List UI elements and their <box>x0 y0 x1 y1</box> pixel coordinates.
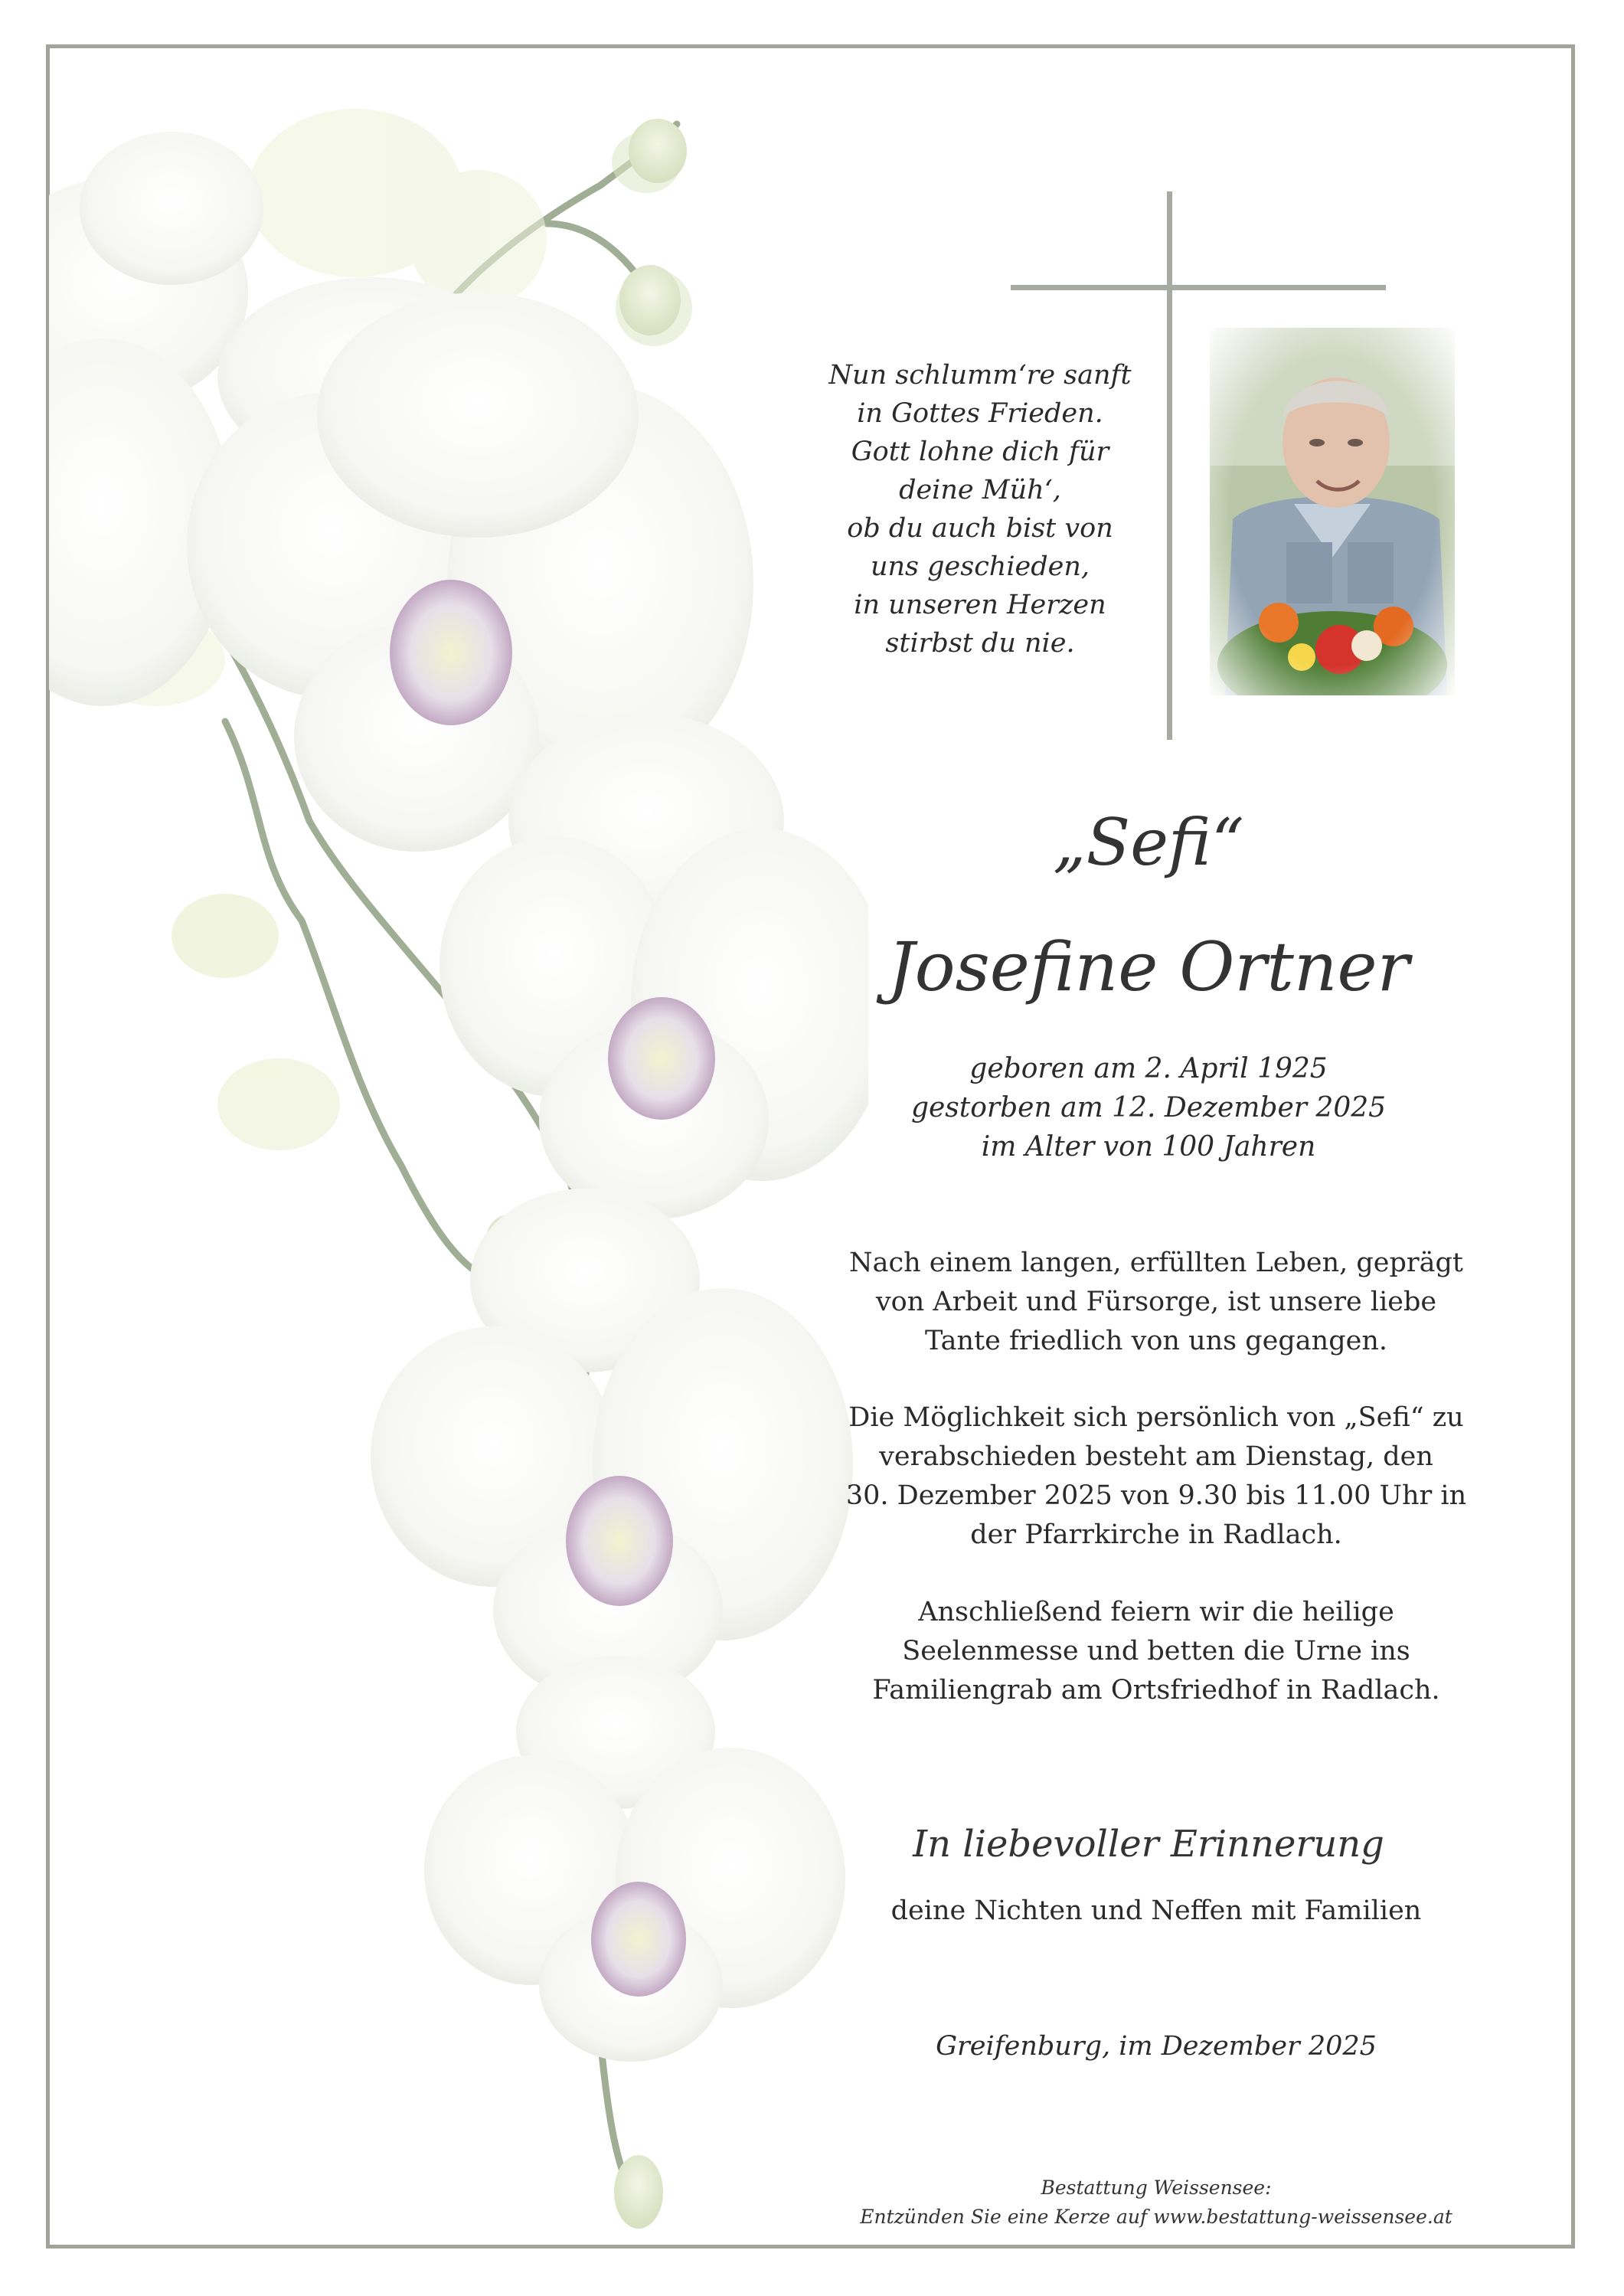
deceased-name: Josefine Ortner <box>887 927 1410 1006</box>
text-line: Seelenmesse und betten die Urne ins <box>902 1636 1410 1666</box>
text-line: von Arbeit und Fürsorge, ist unsere liebe <box>875 1287 1437 1317</box>
deceased-nickname: „Sefi“ <box>1053 805 1244 880</box>
text-line: Anschließend feiern wir die heilige <box>918 1597 1394 1627</box>
text-line: Familiengrab am Ortsfriedhof in Radlach. <box>872 1675 1440 1706</box>
mourners: deine Nichten und Neffen mit Familien <box>890 1895 1422 1926</box>
life-dates <box>865 1049 1432 1166</box>
text-line: Nach einem langen, erfüllten Leben, geprägt <box>849 1248 1463 1278</box>
poem-line: stirbst du nie. <box>885 628 1075 659</box>
poem-line: in Gottes Frieden. <box>857 398 1103 429</box>
cross-vertical-bar <box>1167 191 1172 740</box>
poem-line: deine Müh‘, <box>899 475 1061 505</box>
poem <box>796 356 1164 662</box>
text-line: verabschieden besteht am Dienstag, den <box>879 1441 1433 1472</box>
place-date: Greifenburg, im Dezember 2025 <box>936 2031 1377 2062</box>
candle-link[interactable]: Entzünden Sie eine Kerze auf www.bestattung-weissensee.at <box>860 2206 1452 2228</box>
text-line: 30. Dezember 2025 von 9.30 bis 11.00 Uhr in <box>845 1480 1467 1511</box>
funeral-home-name: Bestattung Weissensee: <box>1041 2177 1272 2199</box>
poem-line: Nun schlumm‘re sanft <box>828 360 1132 391</box>
text-line: Die Möglichkeit sich persönlich von „Sefi“ zu <box>848 1402 1464 1433</box>
paragraph-farewell <box>827 1398 1485 1555</box>
poem-line: Gott lohne dich für <box>851 437 1109 467</box>
footer <box>812 2173 1501 2232</box>
death-date: gestorben am 12. Dezember 2025 <box>910 1092 1387 1123</box>
text-line: der Pfarrkirche in Radlach. <box>970 1519 1342 1550</box>
poem-line: ob du auch bist von <box>847 513 1113 544</box>
poem-line: uns geschieden, <box>870 551 1090 582</box>
orchid-illustration <box>49 47 868 2245</box>
paragraph-funeral <box>827 1593 1485 1710</box>
cross-horizontal-bar <box>1011 285 1386 290</box>
poem-line: in unseren Herzen <box>854 590 1106 620</box>
text-line: Tante friedlich von uns gegangen. <box>925 1326 1387 1356</box>
birth-date: geboren am 2. April 1925 <box>969 1053 1328 1084</box>
age: im Alter von 100 Jahren <box>981 1131 1316 1163</box>
paragraph-life <box>827 1244 1485 1361</box>
portrait-photo <box>1210 328 1455 695</box>
memory-heading: In liebevoller Erinnerung <box>913 1823 1384 1866</box>
